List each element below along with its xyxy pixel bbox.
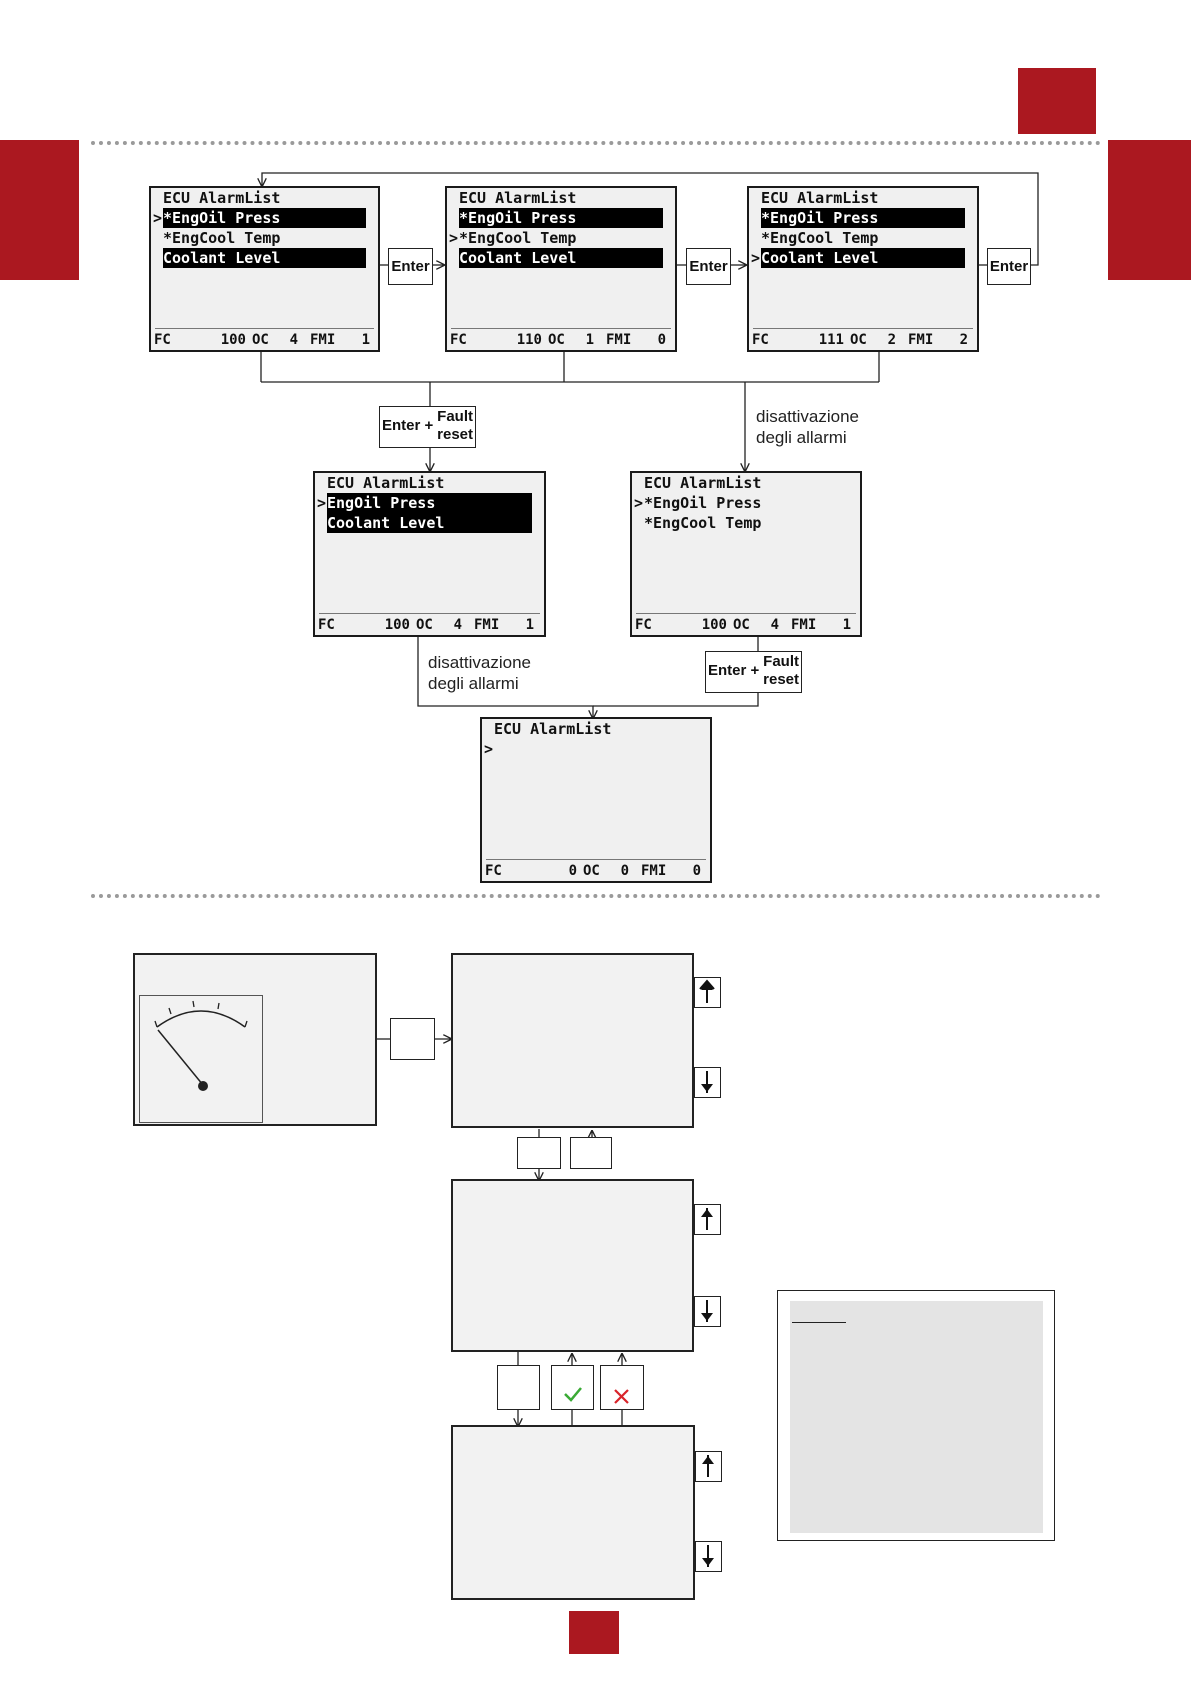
lcd-footer-separator <box>486 859 706 860</box>
display-panel-3 <box>451 1425 695 1600</box>
arrow-up-icon <box>695 978 719 1006</box>
display-panel-1 <box>451 953 694 1128</box>
down-arrow-button-1[interactable] <box>694 1067 721 1098</box>
lcd-footer-num: 100 <box>384 617 410 633</box>
lcd-title: ECU AlarmList <box>644 474 762 492</box>
lcd-screen-4 <box>313 471 546 637</box>
combo-fault-reset-label: Fault reset <box>763 653 799 688</box>
up-arrow-button-1[interactable] <box>694 977 721 1008</box>
lcd-footer-oc-val: 4 <box>770 617 779 633</box>
lcd-footer-oc: OC <box>850 332 867 348</box>
lcd-screen-5 <box>630 471 862 637</box>
cross-icon <box>601 1366 642 1408</box>
key-box-blank-4[interactable] <box>497 1365 540 1410</box>
lcd-footer-fmi: FMI <box>310 332 336 348</box>
lcd-footer <box>752 331 969 349</box>
down-arrow-button-2[interactable] <box>694 1296 721 1327</box>
lcd-footer-fmi-val: 1 <box>525 617 534 633</box>
lcd-row: *EngCool Temp <box>163 229 281 247</box>
lcd-cursor <box>751 228 763 248</box>
combo-enter-plus-label: Enter + <box>708 662 760 679</box>
lcd-screen-2 <box>445 186 677 352</box>
lcd-footer-num: 111 <box>818 332 844 348</box>
cancel-key[interactable] <box>600 1365 644 1410</box>
lcd-cursor <box>449 208 461 228</box>
arrow-up-icon <box>696 1452 720 1480</box>
lcd-footer-oc: OC <box>416 617 433 633</box>
lcd-footer-fmi-val: 0 <box>692 863 701 879</box>
lcd-footer-fc: FC <box>485 863 502 879</box>
lcd-footer-fc: FC <box>635 617 652 633</box>
enter-fault-reset-combo-1[interactable] <box>379 406 476 448</box>
lcd-footer-fmi-val: 2 <box>959 332 968 348</box>
lcd-cursor: > <box>484 740 494 758</box>
lcd-cursor <box>751 208 763 228</box>
lcd-title: ECU AlarmList <box>494 720 612 738</box>
alarm-disable-note-2: disattivazione degli allarmi <box>428 653 532 693</box>
lcd-footer-oc-val: 4 <box>453 617 462 633</box>
lcd-cursor <box>449 248 461 268</box>
lcd-cursor <box>153 248 165 268</box>
lcd-title: ECU AlarmList <box>327 474 445 492</box>
lcd-row: *EngOil Press <box>761 208 965 228</box>
lcd-footer-separator <box>451 328 671 329</box>
enter-key-1[interactable]: Enter <box>388 248 433 285</box>
up-arrow-button-3[interactable] <box>695 1451 722 1482</box>
lcd-footer-fmi: FMI <box>641 863 667 879</box>
arrow-down-icon <box>695 1068 719 1096</box>
down-arrow-button-3[interactable] <box>695 1541 722 1572</box>
arrow-up-icon <box>695 1205 719 1233</box>
enter-fault-reset-combo-2[interactable] <box>705 651 802 693</box>
lcd-footer-oc-val: 2 <box>887 332 896 348</box>
lcd-footer-separator <box>155 328 374 329</box>
lcd-title: ECU AlarmList <box>163 189 281 207</box>
key-box-blank-2[interactable] <box>517 1137 561 1169</box>
lcd-row: *EngOil Press <box>644 494 762 512</box>
lcd-footer-num: 110 <box>516 332 542 348</box>
lcd-cursor <box>153 228 165 248</box>
lcd-footer-fmi: FMI <box>908 332 934 348</box>
lcd-row: EngOil Press <box>327 493 532 513</box>
lcd-row: *EngCool Temp <box>644 514 762 532</box>
lcd-footer-separator <box>753 328 973 329</box>
info-box-heading-rule <box>792 1322 846 1323</box>
lcd-footer-oc: OC <box>548 332 565 348</box>
lcd-footer <box>485 862 702 880</box>
lcd-row: *EngOil Press <box>163 208 366 228</box>
combo-enter-plus-label: Enter + <box>382 417 434 434</box>
lcd-footer <box>154 331 370 349</box>
lcd-footer-num: 100 <box>701 617 727 633</box>
lcd-footer-separator <box>636 613 856 614</box>
lcd-footer-fmi: FMI <box>606 332 632 348</box>
lcd-screen-6 <box>480 717 712 883</box>
lcd-footer-num: 0 <box>568 863 577 879</box>
lcd-title: ECU AlarmList <box>459 189 577 207</box>
lcd-footer-oc: OC <box>583 863 600 879</box>
arrow-down-icon <box>695 1297 719 1325</box>
lcd-footer-fc: FC <box>154 332 171 348</box>
lcd-footer-fmi: FMI <box>474 617 500 633</box>
enter-key-2[interactable]: Enter <box>686 248 731 285</box>
display-panel-2 <box>451 1179 694 1352</box>
arrow-down-icon <box>696 1542 720 1570</box>
lcd-row: Coolant Level <box>459 248 663 268</box>
lcd-footer-oc: OC <box>733 617 750 633</box>
alarm-disable-note-1: disattivazione degli allarmi <box>756 407 860 447</box>
key-box-blank-1[interactable] <box>390 1018 435 1060</box>
lcd-row: Coolant Level <box>327 513 532 533</box>
key-box-blank-3[interactable] <box>570 1137 612 1169</box>
lcd-footer-fc: FC <box>752 332 769 348</box>
lcd-cursor: > <box>449 229 459 247</box>
lcd-footer-fmi-val: 1 <box>842 617 851 633</box>
enter-key-3[interactable]: Enter <box>987 248 1031 285</box>
up-arrow-button-2[interactable] <box>694 1204 721 1235</box>
lcd-footer-oc-val: 4 <box>289 332 298 348</box>
gauge-dial-icon <box>139 995 263 1123</box>
lcd-row: Coolant Level <box>163 248 366 268</box>
lcd-footer-separator <box>319 613 540 614</box>
lcd-row <box>494 739 698 759</box>
combo-fault-reset-label: Fault reset <box>437 408 473 443</box>
lcd-footer-fmi-val: 1 <box>361 332 370 348</box>
lcd-cursor: > <box>317 494 327 512</box>
lcd-footer-fc: FC <box>318 617 335 633</box>
lcd-footer-fmi: FMI <box>791 617 817 633</box>
lcd-footer-num: 100 <box>220 332 246 348</box>
lcd-footer-fc: FC <box>450 332 467 348</box>
lcd-footer <box>635 616 852 634</box>
lcd-row: *EngOil Press <box>459 208 663 228</box>
lcd-screen-3 <box>747 186 979 352</box>
lcd-footer-fmi-val: 0 <box>657 332 666 348</box>
checkmark-icon <box>552 1366 592 1408</box>
lcd-screen-1 <box>149 186 380 352</box>
lcd-footer <box>450 331 667 349</box>
lcd-row: *EngCool Temp <box>761 229 879 247</box>
lcd-title: ECU AlarmList <box>761 189 879 207</box>
lcd-cursor: > <box>634 494 644 512</box>
confirm-key[interactable] <box>551 1365 594 1410</box>
lcd-row: *EngCool Temp <box>459 229 577 247</box>
lcd-row: Coolant Level <box>761 248 965 268</box>
lcd-cursor: > <box>751 249 761 267</box>
lcd-footer-oc-val: 1 <box>585 332 594 348</box>
lcd-footer <box>318 616 536 634</box>
lcd-cursor <box>317 513 329 533</box>
lcd-footer-oc-val: 0 <box>620 863 629 879</box>
info-box-panel <box>790 1301 1043 1533</box>
lcd-cursor: > <box>153 209 163 227</box>
lcd-cursor <box>634 513 646 533</box>
lcd-footer-oc: OC <box>252 332 269 348</box>
